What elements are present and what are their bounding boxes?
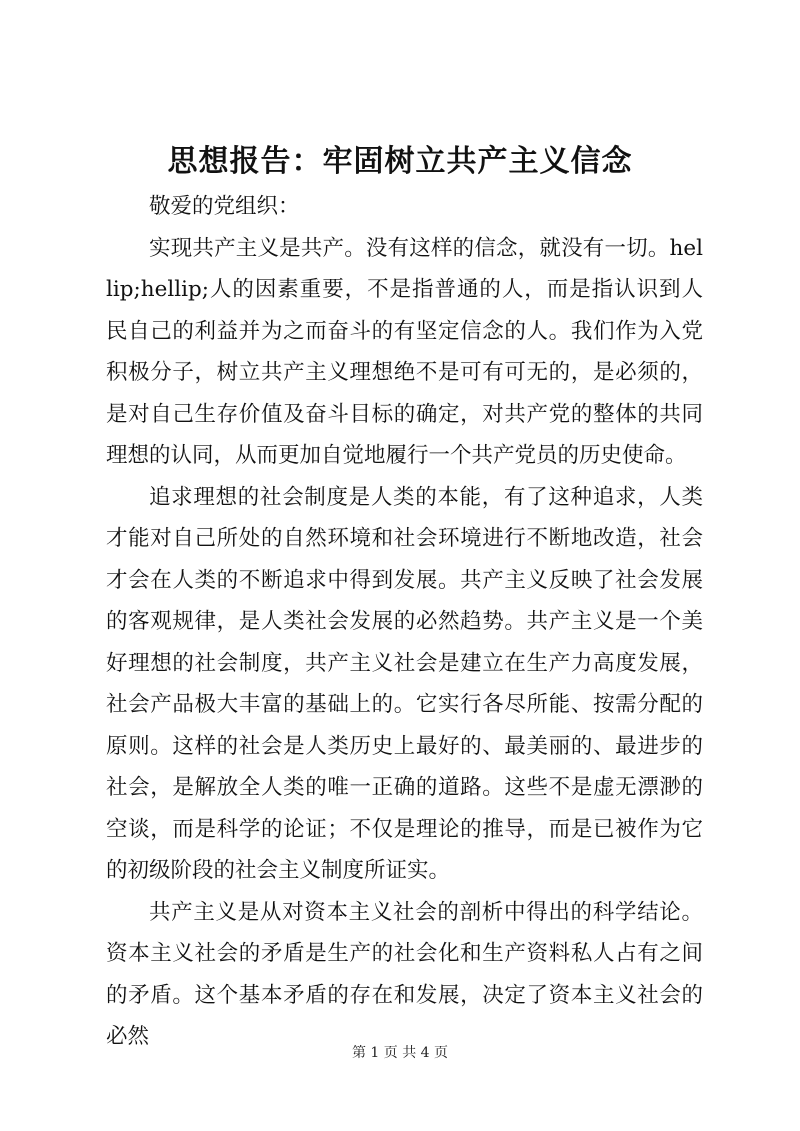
page-number-footer: 第 1 页 共 4 页	[351, 1045, 449, 1061]
paragraph-1: 实现共产主义是共产。没有这样的信念，就没有一切。hellip;hellip;人的因素重要，不是指普通的人，而是指认识到人民自己的利益并为之而奋斗的有坚定信念的人。我们作为入党积极分子，树立共产主义理想绝不是可有可无的，是必须的，是对自己生存价值及奋斗目标的确定，对共产党的整体的共同理想的认同，从而更加自觉地履行一个共产党员的历史使命。	[106, 235, 703, 468]
document-title: 思想报告：牢固树立共产主义信念	[167, 144, 633, 179]
document-body	[106, 186, 703, 1058]
paragraph-2: 追求理想的社会制度是人类的本能，有了这种追求，人类才能对自己所处的自然环境和社会环境进行不断地改造，社会才会在人类的不断追求中得到发展。共产主义反映了社会发展的客观规律，是人类社会发展的必然趋势。共产主义是一个美好理想的社会制度，共产主义社会是建立在生产力高度发展，社会产品极大丰富的基础上的。它实行各尽所能、按需分配的原则。这样的社会是人类历史上最好的、最美丽的、最进步的社会，是解放全人类的唯一正确的道路。这些不是虚无漂渺的空谈，而是科学的论证；不仅是理论的推导，而是已被作为它的初级阶段的社会主义制度所证实。	[106, 484, 703, 883]
paragraph-3: 共产主义是从对资本主义社会的剖析中得出的科学结论。资本主义社会的矛盾是生产的社会化和生产资料私人占有之间的矛盾。这个基本矛盾的存在和发展，决定了资本主义社会的必然	[106, 899, 703, 1049]
salutation: 敬爱的党组织：	[149, 194, 300, 219]
